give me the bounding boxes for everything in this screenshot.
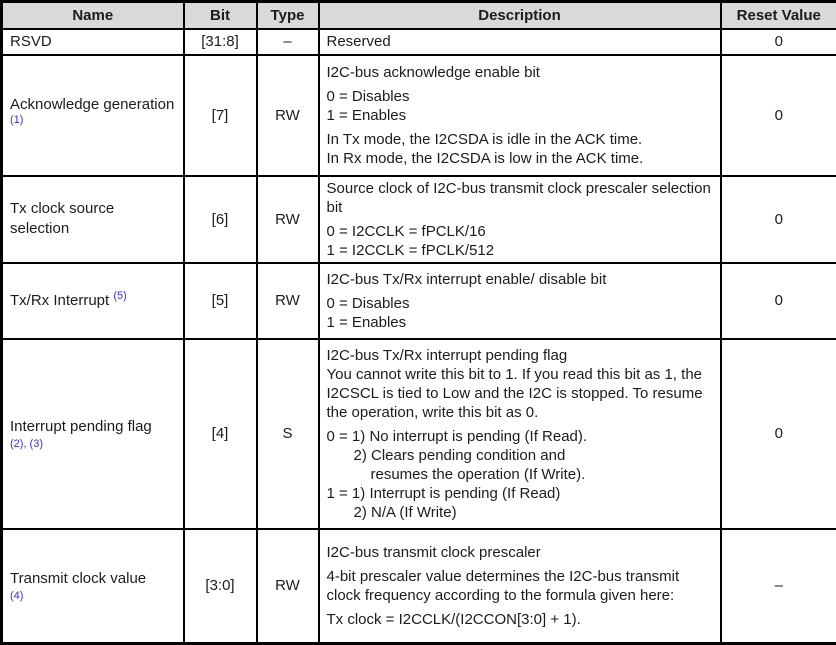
description-line: resumes the operation (If Write).	[327, 465, 714, 484]
description-cell	[319, 176, 721, 263]
table-row	[2, 529, 836, 644]
table-row	[2, 176, 836, 263]
table-row	[2, 29, 836, 55]
reset-value-cell: 0	[721, 55, 836, 176]
header-type: Type	[257, 2, 319, 29]
description-cell	[319, 263, 721, 339]
description-cell	[319, 55, 721, 176]
table-row	[2, 55, 836, 176]
table-row	[2, 263, 836, 339]
table-header-row	[2, 2, 836, 29]
type-cell: RW	[257, 55, 319, 176]
description-line: In Rx mode, the I2CSDA is low in the ACK time.	[327, 149, 714, 168]
description-line: I2C-bus transmit clock prescaler	[327, 543, 714, 562]
register-name-cell	[2, 529, 184, 644]
register-name: Transmit clock value	[10, 570, 146, 587]
type-cell: –	[257, 29, 319, 55]
register-name-cell	[2, 55, 184, 176]
type-cell: S	[257, 339, 319, 529]
bit-cell: [31:8]	[184, 29, 257, 55]
description-line: Reserved	[327, 32, 714, 51]
register-name-cell	[2, 339, 184, 529]
description-line: In Tx mode, the I2CSDA is idle in the ACK time.	[327, 130, 714, 149]
type-cell: RW	[257, 176, 319, 263]
reset-value-cell: 0	[721, 339, 836, 529]
register-name: RSVD	[10, 33, 52, 50]
description-line: 2) N/A (If Write)	[327, 503, 714, 522]
description-cell	[319, 339, 721, 529]
description-cell	[319, 529, 721, 644]
description-line: 1 = Enables	[327, 106, 714, 125]
register-name: Interrupt pending flag	[10, 418, 152, 435]
description-cell	[319, 29, 721, 55]
register-name-cell	[2, 176, 184, 263]
description-line: I2C-bus Tx/Rx interrupt enable/ disable bit	[327, 270, 714, 289]
footnote-ref[interactable]: (4)	[10, 589, 177, 603]
footnote-ref[interactable]: (2), (3)	[10, 437, 177, 451]
description-line: I2C-bus Tx/Rx interrupt pending flag	[327, 346, 714, 365]
header-description: Description	[319, 2, 721, 29]
description-line: 2) Clears pending condition and	[327, 446, 714, 465]
register-name-cell	[2, 29, 184, 55]
register-name: Tx/Rx Interrupt	[10, 292, 109, 309]
description-line: I2C-bus acknowledge enable bit	[327, 63, 714, 82]
reset-value-cell: –	[721, 529, 836, 644]
description-line: 4-bit prescaler value determines the I2C-bus transmit clock frequency according to the formula given here:	[327, 567, 714, 605]
description-line: 0 = I2CCLK = fPCLK/16	[327, 222, 714, 241]
register-name-cell	[2, 263, 184, 339]
reset-value-cell: 0	[721, 263, 836, 339]
bit-cell: [5]	[184, 263, 257, 339]
description-line: 1 = Enables	[327, 313, 714, 332]
description-line: Source clock of I2C-bus transmit clock prescaler selection bit	[327, 179, 714, 217]
header-name: Name	[2, 2, 184, 29]
footnote-ref[interactable]: (5)	[113, 290, 126, 302]
description-line: 0 = Disables	[327, 294, 714, 313]
bit-cell: [3:0]	[184, 529, 257, 644]
header-bit: Bit	[184, 2, 257, 29]
reset-value-cell: 0	[721, 29, 836, 55]
type-cell: RW	[257, 263, 319, 339]
description-line: You cannot write this bit to 1. If you read this bit as 1, the I2CSCL is tied to Low and the I2C is stopped. To resume the operation, write this bit as 0.	[327, 365, 714, 422]
table-body	[2, 29, 836, 644]
reset-value-cell: 0	[721, 176, 836, 263]
footnote-ref[interactable]: (1)	[10, 114, 23, 126]
description-line: 1 = 1) Interrupt is pending (If Read)	[327, 484, 714, 503]
type-cell: RW	[257, 529, 319, 644]
bit-cell: [6]	[184, 176, 257, 263]
description-line: 0 = Disables	[327, 87, 714, 106]
register-name: Tx clock source selection	[10, 200, 114, 237]
table-row	[2, 339, 836, 529]
register-name: Acknowledge generation	[10, 96, 174, 113]
description-line: 0 = 1) No interrupt is pending (If Read).	[327, 427, 714, 446]
bit-cell: [4]	[184, 339, 257, 529]
bit-cell: [7]	[184, 55, 257, 176]
description-line: Tx clock = I2CCLK/(I2CCON[3:0] + 1).	[327, 610, 714, 629]
header-reset-value: Reset Value	[721, 2, 836, 29]
description-line: 1 = I2CCLK = fPCLK/512	[327, 241, 714, 260]
